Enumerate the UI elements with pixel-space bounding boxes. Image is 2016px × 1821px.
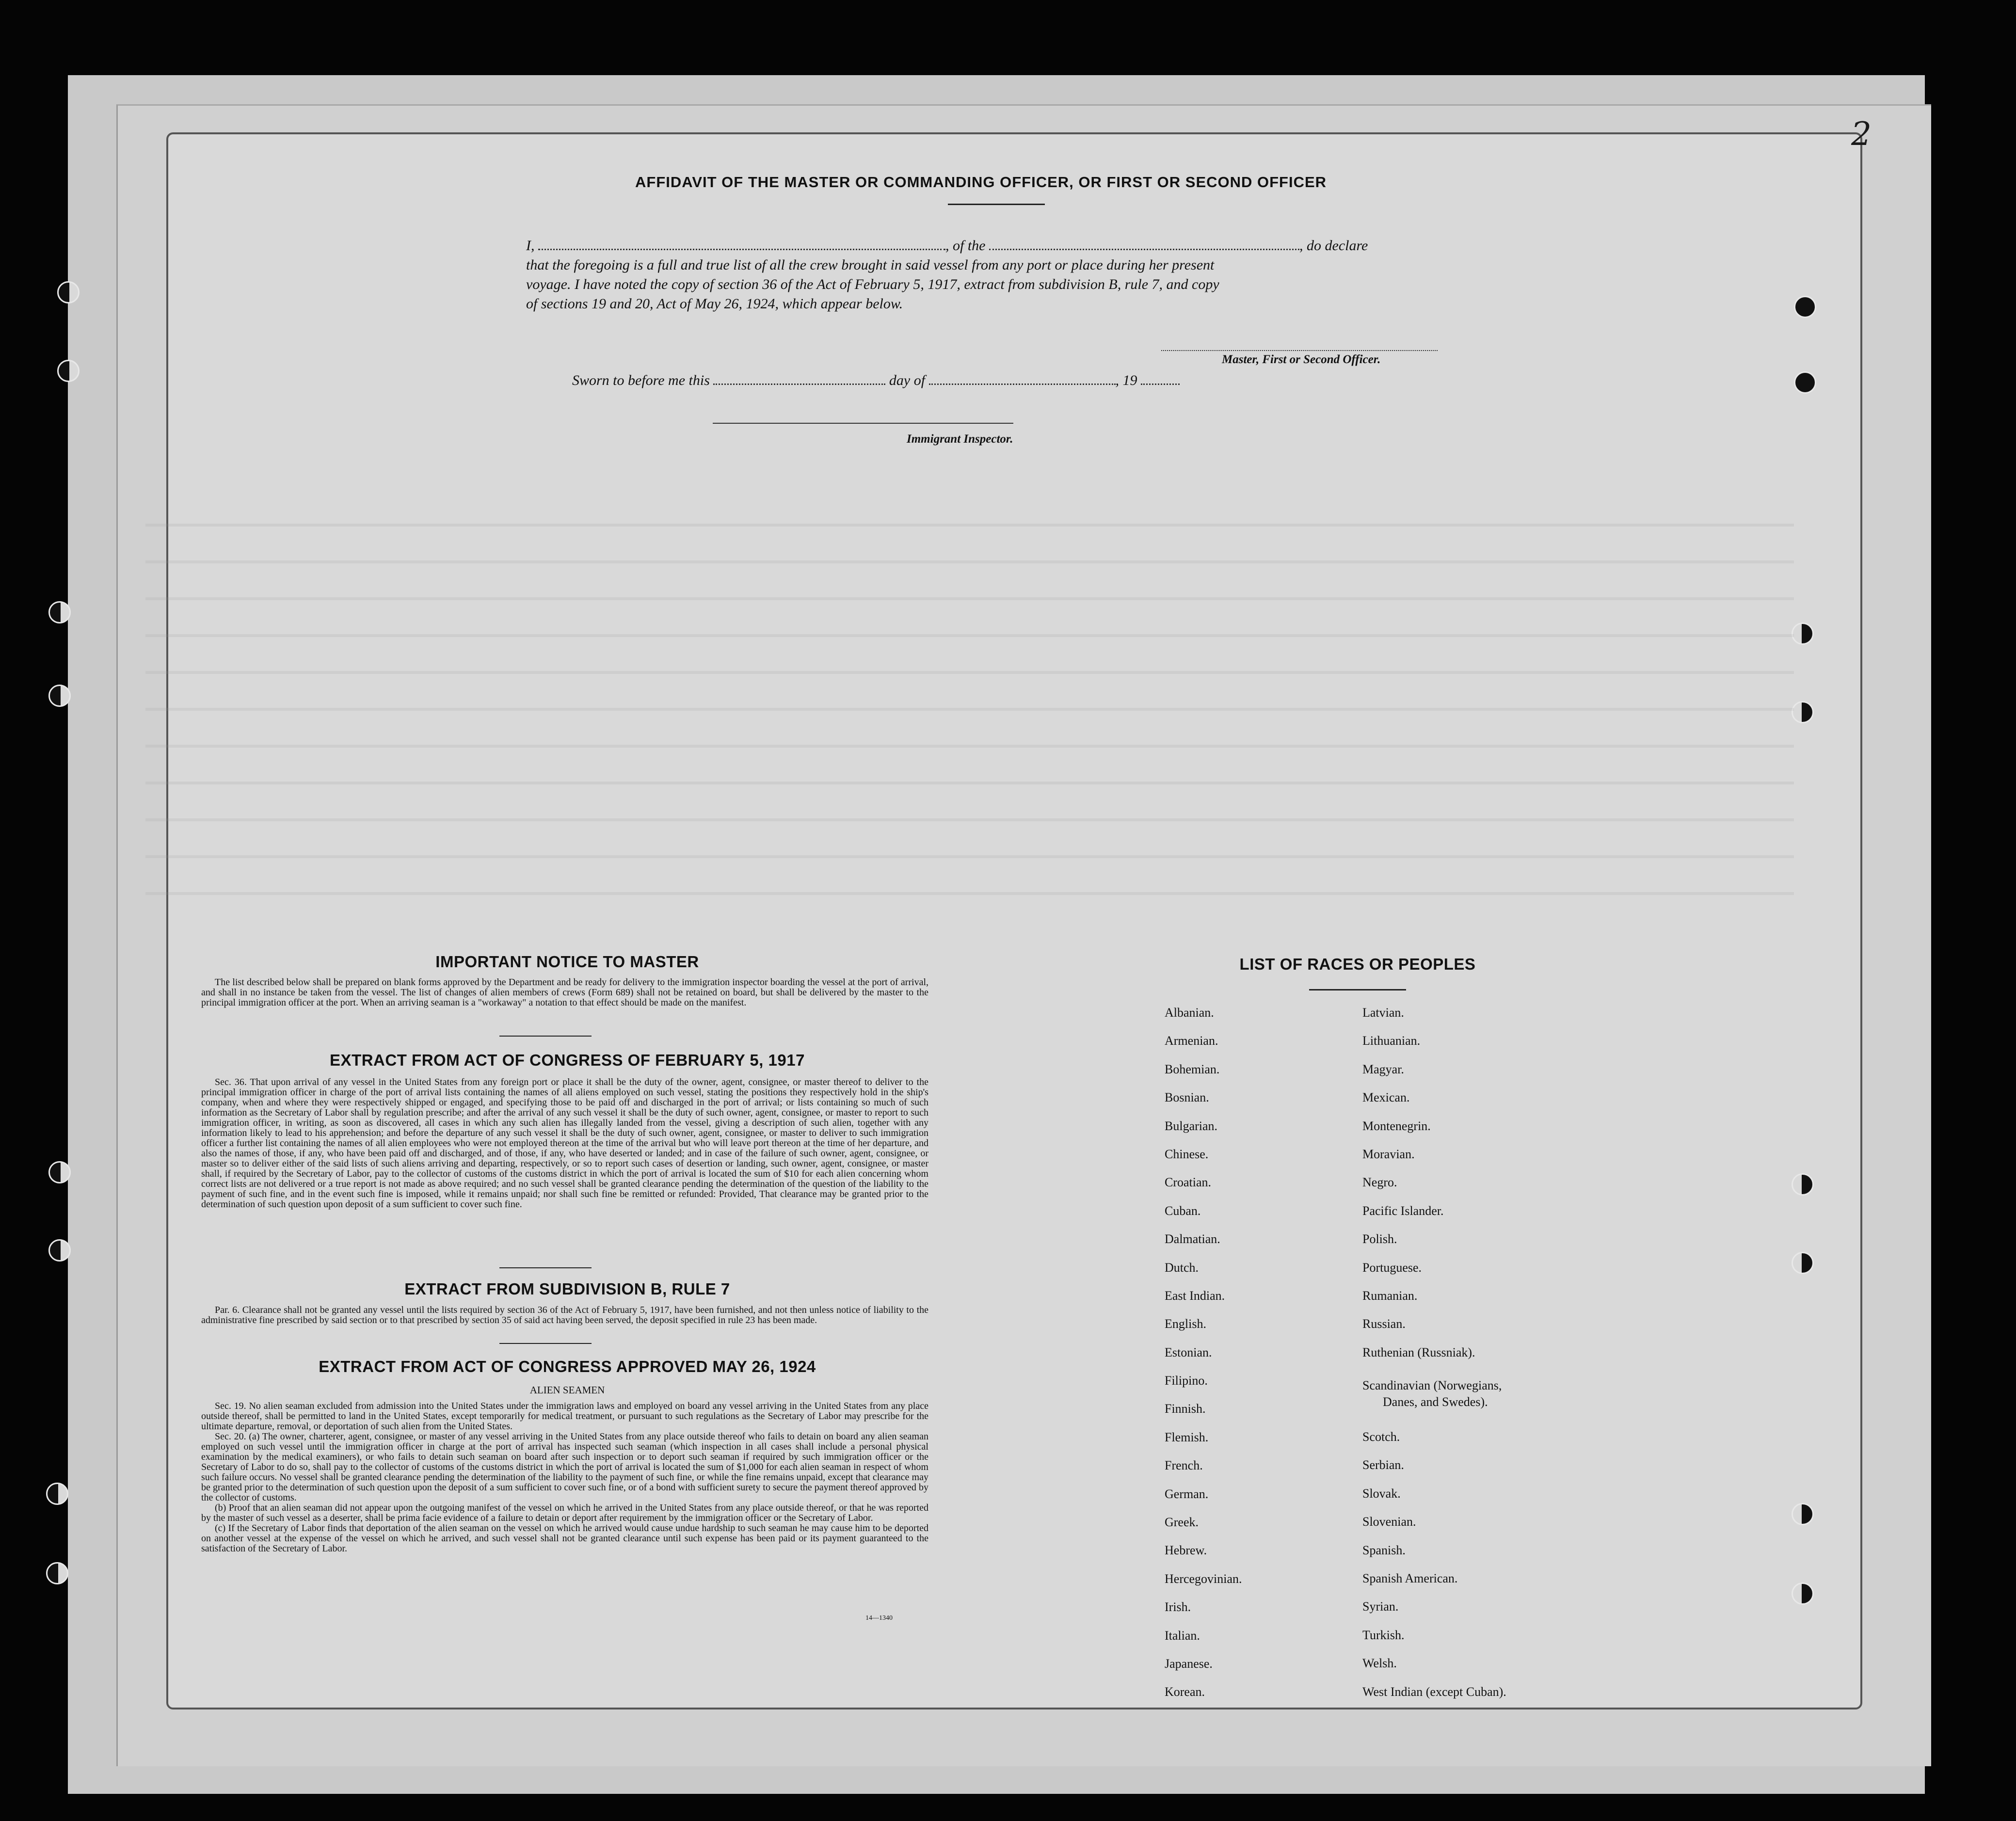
race-item: Portuguese. (1362, 1260, 1422, 1275)
declaration-line-4: of sections 19 and 20, Act of May 26, 1924, which appear below. (526, 296, 903, 312)
race-item: Welsh. (1362, 1656, 1397, 1671)
races-rule (1309, 989, 1406, 990)
race-item: Slovak. (1362, 1486, 1401, 1501)
race-item: Rumanian. (1362, 1288, 1418, 1303)
races-title: LIST OF RACES OR PEOPLES (1239, 955, 1476, 973)
race-item: Greek. (1165, 1515, 1199, 1530)
binder-hole (1792, 1582, 1814, 1605)
race-item: Scandinavian (Norwegians, (1362, 1378, 1502, 1393)
binder-hole (1794, 296, 1816, 318)
binder-hole (48, 601, 71, 623)
race-item: Russian. (1362, 1317, 1406, 1331)
extract3-subtitle: ALIEN SEAMEN (529, 1384, 605, 1396)
master-signature-line[interactable] (1161, 350, 1438, 351)
race-item: Bulgarian. (1165, 1118, 1218, 1133)
binder-hole (1794, 371, 1816, 394)
vessel-blank[interactable] (989, 238, 1299, 250)
race-item: East Indian. (1165, 1288, 1225, 1303)
race-item: Scotch. (1362, 1430, 1400, 1444)
declaration-line-1: I, , of the , do declare (526, 238, 1368, 254)
binder-hole (1792, 1503, 1814, 1525)
sworn-year-blank[interactable] (1141, 373, 1180, 385)
race-item: Italian. (1165, 1628, 1200, 1643)
binder-hole (57, 281, 80, 304)
binder-hole (1792, 1252, 1814, 1274)
sworn-month-blank[interactable] (929, 373, 1116, 385)
extract3-title: EXTRACT FROM ACT OF CONGRESS APPROVED MAY 26, 1924 (319, 1358, 816, 1375)
binder-hole (46, 1483, 68, 1505)
race-item: Lithuanian. (1362, 1034, 1421, 1048)
form-number: 14—1340 (865, 1614, 893, 1622)
race-item: Ruthenian (Russniak). (1362, 1345, 1475, 1359)
race-item: Korean. (1165, 1685, 1205, 1699)
race-item: Montenegrin. (1362, 1118, 1431, 1133)
extract1-title: EXTRACT FROM ACT OF CONGRESS OF FEBRUARY 5, 1917 (330, 1051, 805, 1069)
race-item: Pacific Islander. (1362, 1203, 1444, 1218)
binder-hole (57, 360, 80, 382)
race-item: Hercegovinian. (1165, 1571, 1242, 1586)
race-item: Dalmatian. (1165, 1232, 1220, 1246)
race-item: Mexican. (1362, 1090, 1410, 1105)
inspector-signature-label: Immigrant Inspector. (907, 432, 1013, 446)
race-item: Croatian. (1165, 1175, 1212, 1190)
race-item: Albanian. (1165, 1006, 1214, 1020)
race-item: French. (1165, 1458, 1203, 1473)
sworn-day-blank[interactable] (713, 373, 885, 385)
race-item: Moravian. (1362, 1147, 1415, 1161)
race-item: Flemish. (1165, 1430, 1209, 1444)
race-item: Latvian. (1362, 1006, 1404, 1020)
binder-hole (48, 1239, 71, 1262)
sec-19: Sec. 19. No alien seaman excluded from admission into the United States under the immigration laws and employed on board any vessel arriving in the United States from any place outside thereof, shall be permitted to land in the United States, except temporarily for medical treatment, or pursuant to such regulations as the Secretary of Labor may prescribe for the ultimate departure, removal, or deportation of such alien from the United States. (201, 1401, 928, 1432)
binder-hole (1792, 701, 1814, 723)
race-item: Japanese. (1165, 1656, 1213, 1671)
extract2-text: Par. 6. Clearance shall not be granted any vessel until the lists required by section 36 of the Act of February 5, 1917, have been furnished, and not then unless notice of liability to the administrative fine prescribed by said section or to that prescribed by section 35 of said act having been served, the deposit specified in rule 23 has been made. (201, 1305, 928, 1326)
master-signature-label: Master, First or Second Officer. (1222, 353, 1381, 366)
extract1-rule (499, 1267, 592, 1268)
race-item: Magyar. (1362, 1062, 1404, 1076)
sec-20b: (b) Proof that an alien seaman did not appear upon the outgoing manifest of the vessel on which he arrived in the United States from any place outside thereof, or that he was reported by the master of such vessel as a deserter, shall be prima facie evidence of a failure to detain or deport after requirement by the immigration officer or the Secretary of Labor. (201, 1502, 928, 1523)
races-col-2 (1362, 1006, 1506, 1713)
notice-text: The list described below shall be prepared on blank forms approved by the Department and be ready for delivery to the immigration inspector boarding the vessel at the port of arrival, and shall in no instance be taken from the vessel. The list of changes of alien members of crews (Form 689) shall not be retained on board, but shall be delivered by the master to the principal immigration officer at the port. When an arriving seaman is a "workaway" a notation to that effect should be made on the manifest. (201, 977, 928, 1008)
affidavit-title-rule (948, 204, 1045, 205)
binder-hole (46, 1562, 68, 1584)
race-item: English. (1165, 1317, 1206, 1331)
race-item: Finnish. (1165, 1402, 1206, 1416)
race-item: Cuban. (1165, 1203, 1201, 1218)
extract2-rule (499, 1343, 592, 1344)
inspector-signature-line[interactable] (713, 423, 1013, 424)
race-item: Dutch. (1165, 1260, 1199, 1275)
binder-hole (1792, 1173, 1814, 1196)
binder-hole (1792, 623, 1814, 645)
race-item: Negro. (1362, 1175, 1397, 1190)
race-item: Turkish. (1362, 1628, 1405, 1642)
race-item: Syrian. (1362, 1599, 1399, 1614)
declaration-line-3: voyage. I have noted the copy of section 36 of the Act of February 5, 1917, extract from subdivision B, rule 7, and copy (526, 276, 1219, 292)
race-item: West Indian (except Cuban). (1362, 1684, 1506, 1699)
race-item: Hebrew. (1165, 1543, 1207, 1558)
race-item: Bohemian. (1165, 1062, 1220, 1076)
race-item: Spanish American. (1362, 1571, 1458, 1586)
extract1-text: Sec. 36. That upon arrival of any vessel in the United States from any foreign port or place it shall be the duty of the owner, agent, consignee, or master thereof to deliver to the principal immigration officer in charge of the port of arrival lists containing the names of all aliens employed on such vessel, stating the positions they respectively hold in the ship's company, when and where they were respectively shipped or engaged, and specifying those to be paid off and discharged in the port of arrival; or lists containing so much of such information as the Secretary of Labor shall by regulation prescribe; and after the arrival of any such vessel it shall be the duty of such owner, agent, consignee, or master to report to such immigration officer, in writing, as soon as discovered, all cases in which any such alien has illegally landed from the vessel, giving a description of such alien, together with any information likely to lead to his apprehension; and before the departure of any such vessel it shall be the duty of such owner, agent, consignee, or master to deliver to such immigration officer a further list containing the names of all alien employees who were not employed thereon at the time of the arrival but who will leave port thereon at the time of her departure, and also the names of those, if any, who have been paid off and discharged, and of those, if any, who have deserted or landed; and in case of the failure of such owner, agent, consignee, or master so to deliver either of the said lists of such aliens arriving and departing, respectively, or so to report such cases of desertion or landing, such owner, agent, consignee, or master shall, if required by the Secretary of Labor, pay to the collector of customs of the customs district in which the port of arrival is located the sum of $10 for each alien concerning whom correct lists are not delivered or a true report is not made as above required; and no such vessel shall be granted clearance pending the determination of the question of the liability to the payment of such fine, and in the event such fine is imposed, while it remains unpaid; nor shall such fine be remitted or refunded: Provided, That clearance may be granted prior to the determination of such question upon deposit of a sum sufficient to cover such fine. (201, 1077, 928, 1210)
extract2-title: EXTRACT FROM SUBDIVISION B, RULE 7 (404, 1280, 730, 1298)
binder-hole (48, 1161, 71, 1183)
name-blank[interactable] (538, 238, 945, 250)
bleed-through (145, 490, 1794, 926)
notice-title: IMPORTANT NOTICE TO MASTER (435, 953, 699, 971)
race-item: Estonian. (1165, 1345, 1212, 1359)
race-item: Serbian. (1362, 1458, 1404, 1472)
race-item: Armenian. (1165, 1034, 1218, 1048)
race-item: Polish. (1362, 1232, 1397, 1246)
race-item: Irish. (1165, 1600, 1191, 1614)
sec-20c: (c) If the Secretary of Labor finds that deportation of the alien seaman on the vessel on which he arrived would cause undue hardship to such seaman he may cause him to be deported on another vessel at the expense of the vessel on which he arrived, and such vessel shall not be granted clearance until such expense has been paid or its payment guaranteed to the satisfaction of the Secretary of Labor. (201, 1523, 928, 1554)
affidavit-declaration (526, 236, 1472, 314)
race-item: Chinese. (1165, 1147, 1209, 1161)
sworn-line: Sworn to before me this day of , 19 (572, 372, 1180, 389)
races-col-1 (1165, 1006, 1242, 1713)
binder-hole (48, 685, 71, 707)
race-item: Filipino. (1165, 1374, 1208, 1388)
race-item: Bosnian. (1165, 1090, 1209, 1105)
race-item: Danes, and Swedes). (1383, 1395, 1488, 1409)
race-item: Slovenian. (1362, 1515, 1416, 1529)
notice-rule (499, 1036, 592, 1037)
race-item: German. (1165, 1486, 1209, 1501)
affidavit-title: AFFIDAVIT OF THE MASTER OR COMMANDING OFFICER, OR FIRST OR SECOND OFFICER (635, 174, 1327, 191)
page-number: 2 (1851, 115, 1872, 153)
declaration-line-2: that the foregoing is a full and true list of all the crew brought in said vessel from any port or place during her present (526, 257, 1215, 273)
race-item: Spanish. (1362, 1543, 1406, 1557)
extract3-text (201, 1401, 928, 1554)
sec-20a: Sec. 20. (a) The owner, charterer, agent, consignee, or master of any vessel arriving in the United States from any place outside thereof who fails to detain on board any alien seaman employed on such vessel until the immigration officer in charge at the port of arrival has inspected such seaman (which inspection in all cases shall include a personal physical examination by the medical examiners), or who fails to detain such seaman on board after such inspection or to deport such seaman if required by such immigration officer or the Secretary of Labor to do so, shall pay to the collector of customs of the customs district in which the port of arrival is located the sum of $1,000 for each alien seaman in respect of whom such failure occurs. No vessel shall be granted clearance pending the determination of the liability to the payment of such fine, or while the fine remains unpaid, except that clearance may be granted prior to the determination of such question upon the deposit of a sum sufficient to cover such fine, or of a bond with sufficient surety to secure the payment thereof approved by the collector of customs. (201, 1431, 928, 1503)
